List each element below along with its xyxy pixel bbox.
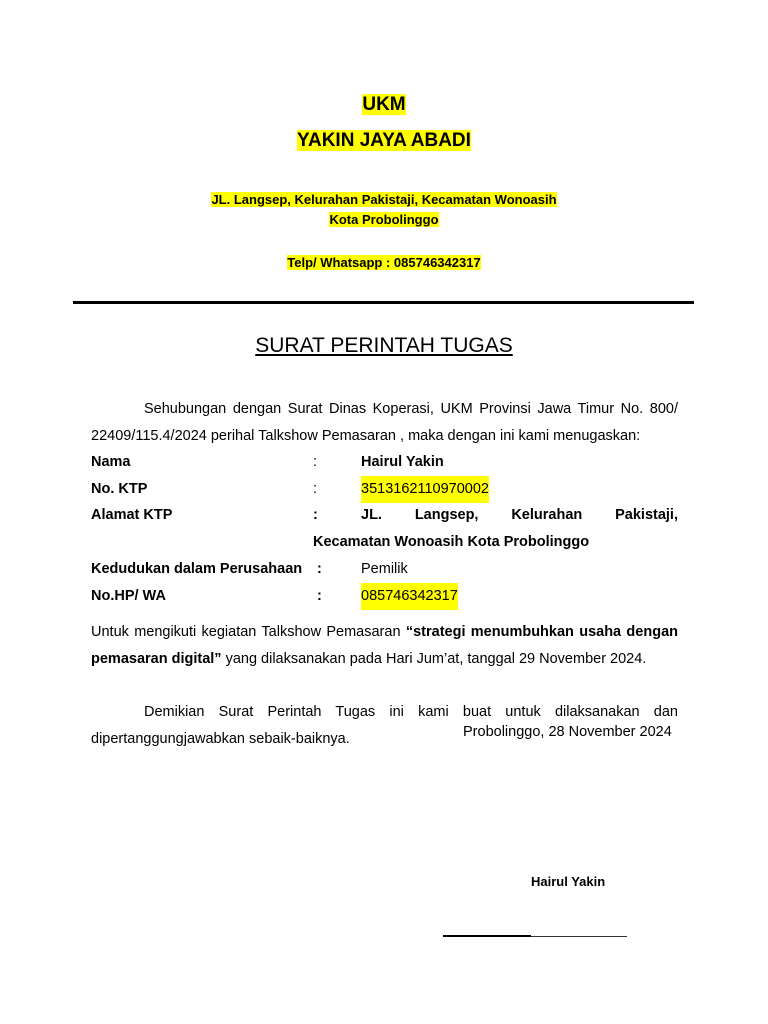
org-abbreviation — [0, 94, 768, 116]
org-name — [0, 130, 768, 152]
field-colon: : — [313, 507, 318, 523]
intro-paragraph — [91, 396, 678, 450]
org-address-line-1 — [0, 192, 768, 207]
field-colon: : — [317, 588, 322, 604]
field-row-ktp — [91, 476, 678, 503]
org-address-line-2-text: Kota Probolinggo — [329, 212, 439, 227]
org-name-text: YAKIN JAYA ABADI — [297, 130, 471, 151]
address-word: JL. — [361, 507, 382, 523]
intro-text: Sehubungan dengan Surat Dinas Koperasi, UKM Provinsi Jawa Timur No. 800/ 22409/115.4/2024 perihal Talkshow Pemasaran , maka dengan ini kami menugaskan: — [91, 401, 678, 444]
place-date: Probolinggo, 28 November 2024 — [463, 724, 672, 740]
field-value-address-line2: Kecamatan Wonoasih Kota Probolinggo — [313, 534, 590, 550]
signature-line — [443, 935, 531, 937]
field-label-address: Alamat KTP — [91, 507, 173, 523]
field-colon: : — [317, 561, 322, 577]
org-address-line-2 — [0, 212, 768, 227]
event-paragraph — [91, 619, 678, 673]
address-word: Kelurahan — [511, 507, 583, 523]
letter-title: SURAT PERINTAH TUGAS — [255, 334, 513, 357]
signer-name: Hairul Yakin — [531, 874, 606, 889]
field-value-position: Pemilik — [361, 561, 408, 577]
event-text-before: Untuk mengikuti kegiatan Talkshow Pemasaran — [91, 624, 406, 640]
address-word: Langsep, — [414, 507, 479, 523]
field-value-name: Hairul Yakin — [361, 454, 444, 470]
signature-line — [531, 936, 627, 937]
field-value-address-line1 — [361, 502, 678, 529]
field-row-position — [91, 556, 678, 583]
closing-text: Demikian Surat Perintah Tugas ini kami buat untuk dilaksanakan dan dipertanggungjawabkan sebaik-baiknya. — [91, 704, 678, 747]
field-colon: : — [313, 481, 318, 497]
event-text-after: yang dilaksanakan pada Hari Jum’at, tanggal 29 November 2024. — [221, 651, 647, 667]
field-row-name — [91, 449, 678, 476]
field-value-phone: 085746342317 — [361, 583, 458, 610]
field-label-phone: No.HP/ WA — [91, 588, 166, 604]
org-address-line-1-text: JL. Langsep, Kelurahan Pakistaji, Kecamatan Wonoasih — [211, 192, 557, 207]
event-topic: “strategi menumbuhkan usaha dengan pemasaran digital” — [91, 624, 678, 667]
org-phone-text: Telp/ Whatsapp : 085746342317 — [287, 255, 481, 270]
org-abbreviation-text: UKM — [362, 94, 406, 115]
address-word: Pakistaji, — [615, 507, 678, 523]
field-label-position: Kedudukan dalam Perusahaan — [91, 561, 303, 577]
letterhead-divider — [73, 301, 694, 304]
field-row-address — [91, 502, 678, 529]
field-row-phone — [91, 583, 678, 610]
field-label-ktp: No. KTP — [91, 481, 148, 497]
field-label-name: Nama — [91, 454, 131, 470]
field-value-ktp: 3513162110970002 — [361, 476, 489, 503]
field-colon: : — [313, 454, 318, 470]
org-phone — [0, 255, 768, 270]
